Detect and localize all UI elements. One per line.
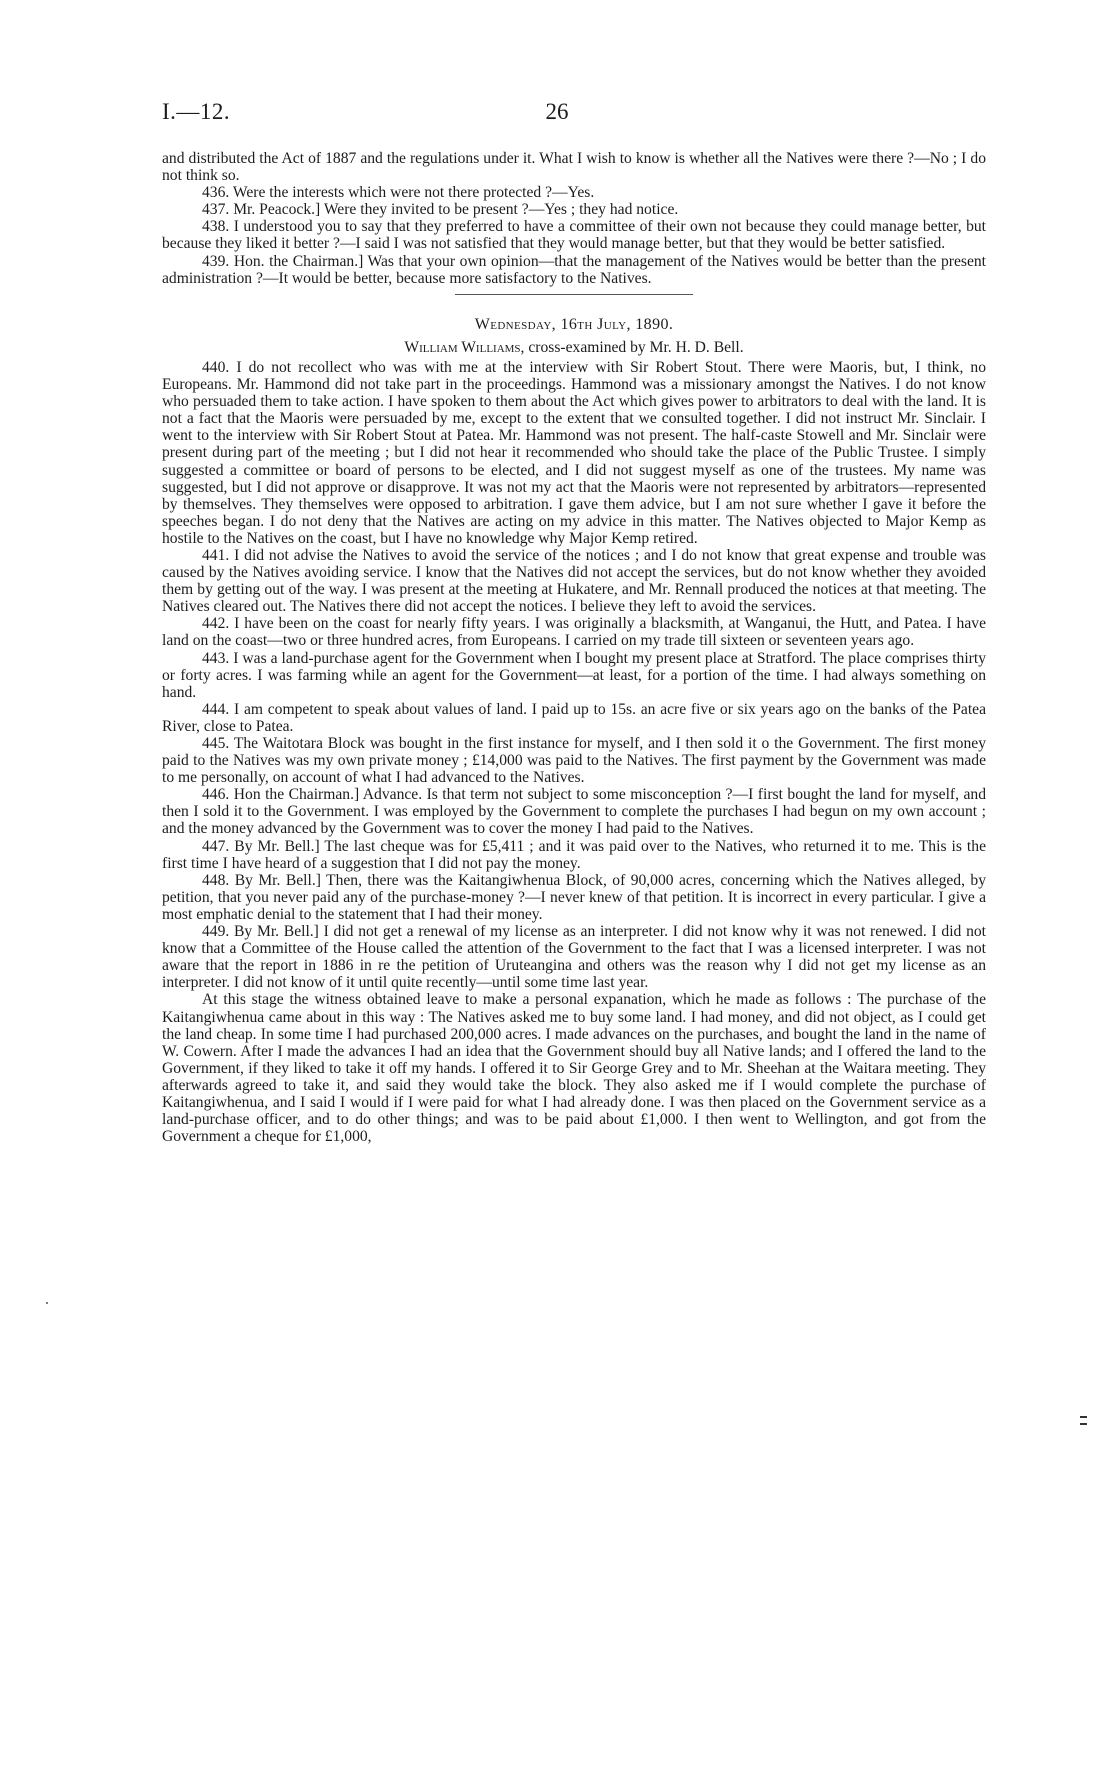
paragraph-q448: 448. By Mr. Bell.] Then, there was the Kaitangiwhenua Block, of 90,000 acres, concerning which the Natives alleged, by petition, that you never paid any of the purchase-money ?—I never knew of that petition. It is incorrect in every particular. I give a most emphatic denial to the statement that I had their money.: [162, 871, 986, 923]
page-number: 26: [545, 99, 569, 124]
document-reference: I.—12.: [162, 99, 231, 124]
scan-speck: [46, 1302, 48, 1304]
paragraph-q438: 438. I understood you to say that they preferred to have a committee of their own not because they could manage better, but because they liked it better ?—I said I was not satisfied that they would manage better, but that they would be better satisfied.: [162, 218, 986, 253]
witness-description: cross-examined by Mr. H. D. Bell.: [528, 338, 744, 356]
paragraph-q439: 439. Hon. the Chairman.] Was that your own opinion—that the management of the Natives would be better than the present administration ?—It would be better, because more satisfactory to the Natives.: [162, 252, 986, 287]
paragraph-q440: 440. I do not recollect who was with me at the interview with Sir Robert Stout. There were Maoris, but, I think, no Europeans. Mr. Hammond did not take part in the proceedings. Hammond was a missionary amongst the Natives. I do not know who persuaded them to take action. I have spoken to them about the Act which gives power to arbitrators to deal with the land. It is not a fact that the Maoris were persuaded by me, except to the extent that we consulted together. I did not instruct Mr. Sinclair. I went to the interview with Sir Robert Stout at Patea. Mr. Hammond was not present. The half-caste Stowell and Mr. Sinclair were present during part of the meeting ; but I did not hear it recommended who should take the place of the Public Trustee. I simply suggested a committee or board of persons to be elected, and I did not suggest myself as one of the trustees. My name was suggested, but I did not approve or disapprove. It was not my act that the Maoris were not represented by arbitrators—represented by themselves. They themselves were opposed to arbitration. I gave them advice, but I am not sure whether I gave it before the speeches began. I do not deny that the Natives are acting on my advice in this matter. The Natives objected to Major Kemp as hostile to the Natives on the coast, but I have no knowledge why Major Kemp retired.: [162, 358, 986, 547]
witness-heading: [162, 339, 986, 356]
paragraph-continuation: and distributed the Act of 1887 and the regulations under it. What I wish to know is whether all the Natives were there ?—No ; I do not think so.: [162, 150, 986, 185]
witness-name: William Williams,: [404, 338, 525, 356]
paragraph-q443: 443. I was a land-purchase agent for the Government when I bought my present place at Stratford. The place comprises thirty or forty acres. I was farming while an agent for the Government—at least, for a portion of the time. I had always something on hand.: [162, 649, 986, 701]
paragraph-q446: 446. Hon the Chairman.] Advance. Is that term not subject to some misconception ?—I first bought the land for myself, and then I sold it to the Government. I was employed by the Government to complete the purchases I had begun on my own account ; and the money advanced by the Government was to cover the money I had paid to the Natives.: [162, 786, 986, 838]
paragraph-q449: 449. By Mr. Bell.] I did not get a renewal of my license as an interpreter. I did not know why it was not renewed. I did not know that a Committee of the House called the attention of the Government to the fact that I was a licensed interpreter. I was not aware that the report in 1886 in re the petition of Uruteangina and others was the reason why I did not get my license as an interpreter. I did not know of it until quite recently—until some time last year.: [162, 923, 986, 992]
paragraph-q445: 445. The Waitotara Block was bought in the first instance for myself, and I then sold it o the Government. The first money paid to the Natives was my own private money ; £14,000 was paid to the Natives. The first payment by the Government was made to me personally, on account of what I had advanced to the Natives.: [162, 735, 986, 787]
date-heading: Wednesday, 16th July, 1890.: [474, 315, 674, 333]
paragraph-q442: 442. I have been on the coast for nearly fifty years. I was originally a blacksmith, at Wanganui, the Hutt, and Patea. I have land on the coast—two or three hundred acres, from Europeans. I carried on my trade till sixteen or seventeen years ago.: [162, 615, 986, 650]
paragraph-q447: 447. By Mr. Bell.] The last cheque was for £5,411 ; and it was paid over to the Natives, who returned it to me. This is the first time I have heard of a suggestion that I did not pay the money.: [162, 837, 986, 872]
paragraph-q437: 437. Mr. Peacock.] Were they invited to be present ?—Yes ; they had notice.: [202, 201, 679, 219]
paragraph-q436: 436. Were the interests which were not there protected ?—Yes.: [202, 184, 595, 202]
section-divider: [455, 294, 693, 295]
page-body: [162, 150, 986, 1145]
paragraph-personal-explanation: At this stage the witness obtained leave to make a personal expanation, which he made as follows : The purchase of the Kaitangiwhenua came about in this way : The Natives asked me to buy some land. I had money, and did not object, as I could get the land cheap. In some time I had purchased 200,000 acres. I made advances on the purchases, and bought the land in the name of W. Cowern. After I made the advances I had an idea that the Government should buy all Native lands; and I offered the land to the Government, if they liked to take it off my hands. I offered it to Sir George Grey and to Mr. Sheehan at the Waitara meeting. They afterwards agreed to take it, and said they would take the block. They also asked me if I would complete the purchase of Kaitangiwhenua, and I said I would if I were paid for what I had already done. I was then placed on the Government service as a land-purchase officer, and to do other things; and was to be paid about £1,000. I then went to Wellington, and got from the Government a cheque for £1,000,: [162, 991, 986, 1146]
paragraph-q444: 444. I am competent to speak about values of land. I paid up to 15s. an acre five or six years ago on the banks of the Patea River, close to Patea.: [162, 700, 986, 735]
paragraph-q441: 441. I did not advise the Natives to avoid the service of the notices ; and I do not know that great expense and trouble was caused by the Natives avoiding service. I know that the Natives did not accept the services, but do not know whether they avoided them by getting out of the way. I was present at the meeting at Hukatere, and Mr. Rennall produced the notices at that meeting. The Natives cleared out. The Natives there did not accept the notices. I believe they left to avoid the services.: [162, 546, 986, 616]
margin-mark: [1080, 1416, 1087, 1425]
